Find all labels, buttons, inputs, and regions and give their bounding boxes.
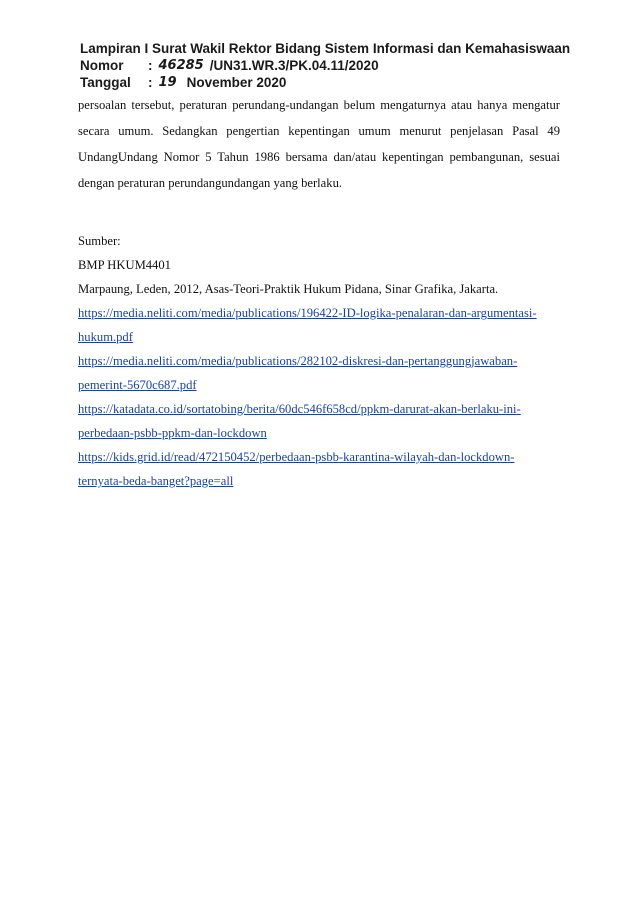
header-nomor-row (80, 57, 570, 74)
source-link[interactable]: https://media.neliti.com/media/publications/282102-diskresi-dan-pertanggungjawaban- (78, 354, 518, 368)
nomor-label: Nomor (80, 58, 124, 73)
tanggal-label: Tanggal (80, 75, 131, 90)
sources-heading: Sumber: (78, 234, 121, 248)
nomor-value: /UN31.WR.3/PK.04.11/2020 (209, 58, 379, 73)
paragraph-line: secara umum. Sedangkan pengertian kepentingan umum menurut penjelasan Pasal 49 (78, 124, 560, 138)
body-paragraph (78, 92, 560, 196)
source-item: Marpaung, Leden, 2012, Asas-Teori-Praktik Hukum Pidana, Sinar Grafika, Jakarta. (78, 282, 499, 296)
source-link[interactable]: ternyata-beda-banget?page=all (78, 474, 234, 488)
source-item: BMP HKUM4401 (78, 258, 171, 272)
nomor-colon: : (148, 58, 153, 73)
letter-header (80, 40, 570, 91)
source-link[interactable]: https://katadata.co.id/sortatobing/berita/60dc546f658cd/ppkm-darurat-akan-berlaku-ini- (78, 402, 521, 416)
nomor-handwritten: 46285 (158, 58, 204, 73)
tanggal-value: November 2020 (186, 75, 287, 90)
sources-section (78, 229, 560, 493)
source-link[interactable]: hukum.pdf (78, 330, 133, 344)
source-link[interactable]: https://kids.grid.id/read/472150452/perbedaan-psbb-karantina-wilayah-dan-lockdown- (78, 450, 515, 464)
source-link[interactable]: pemerint-5670c687.pdf (78, 378, 197, 392)
paragraph-line: persoalan tersebut, peraturan perundang-undangan belum mengaturnya atau hanya mengatur (78, 98, 560, 112)
header-tanggal-row (80, 74, 570, 91)
source-link[interactable]: https://media.neliti.com/media/publications/196422-ID-logika-penalaran-dan-argumentasi- (78, 306, 537, 320)
paragraph-line: dengan peraturan perundangundangan yang berlaku. (78, 176, 343, 190)
header-title: Lampiran I Surat Wakil Rektor Bidang Sistem Informasi dan Kemahasiswaan (80, 41, 571, 56)
tanggal-handwritten: 19 (158, 75, 177, 90)
paragraph-line: UndangUndang Nomor 5 Tahun 1986 bersama dan/atau kepentingan pembangunan, sesuai (78, 150, 560, 164)
tanggal-colon: : (148, 75, 153, 90)
source-link[interactable]: perbedaan-psbb-ppkm-dan-lockdown (78, 426, 267, 440)
